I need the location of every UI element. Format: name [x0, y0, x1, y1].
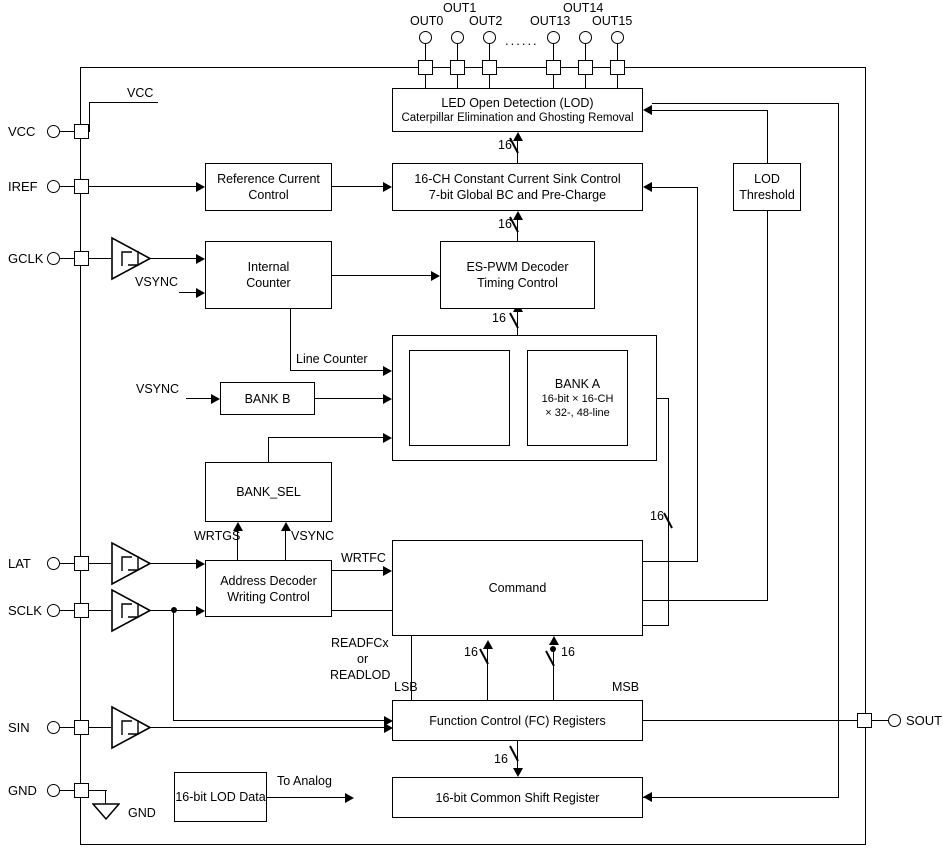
out2-to-lod-line [489, 75, 490, 88]
iref-pin-label: IREF [8, 179, 38, 194]
espwm-line-1: ES-PWM Decoder [466, 260, 569, 274]
lodthr-to-lod-line [652, 110, 768, 111]
block-bank-sel[interactable] [220, 382, 315, 415]
lat-pin-pad[interactable] [74, 556, 89, 571]
out0-pin-pad[interactable] [418, 60, 433, 75]
banksel-to-bank-line [315, 398, 383, 399]
banksel-to-bank-arrow [383, 394, 392, 404]
cmd-to-fc-arrow [383, 566, 392, 576]
lodthr-line-2: Threshold [739, 188, 795, 202]
sclk-pin-pad[interactable] [74, 603, 89, 618]
bus-label-espwm-ccsink: 16 [498, 217, 512, 231]
out13-to-lod-line [553, 75, 554, 88]
block-bank-b[interactable] [527, 350, 628, 446]
bankb-line-2: 16-bit × 16-CH [541, 392, 614, 405]
out1-pin-pad[interactable] [450, 60, 465, 75]
powersave-to-analog-arrow [345, 793, 354, 803]
lat-to-buffer-line [89, 563, 111, 564]
out2-label: OUT2 [469, 14, 503, 28]
out0-label: OUT0 [410, 14, 444, 28]
out15-label: OUT15 [592, 14, 633, 28]
out1-to-lod-line [457, 75, 458, 88]
sin-schmitt-buffer-icon [110, 705, 154, 750]
vcc-internal-h [89, 102, 158, 103]
addrdec-to-bank-v [268, 437, 269, 463]
bus-label-ccsink-lod: 16 [498, 138, 512, 152]
block-power-save-control[interactable] [174, 772, 267, 822]
fc-to-ccsink-h-top [652, 187, 698, 188]
gclk-buffer-to-counter-line [149, 258, 196, 259]
lat-pin-label: LAT [8, 556, 31, 571]
refctrl-to-ccsink-line [332, 186, 383, 187]
bank-right-feedback-bottom [643, 625, 669, 626]
sout-pin-label: SOUT [906, 713, 943, 728]
lat-buffer-to-cmd-line [149, 563, 196, 564]
cmddec-line-2: Writing Control [227, 589, 310, 604]
out1-label: OUT1 [443, 1, 477, 15]
sout-pin-circle[interactable] [888, 714, 901, 727]
powersave-to-analog-line [267, 797, 345, 798]
vcc-pin-pad[interactable] [74, 124, 89, 139]
bus-label-bank-espwm: 16 [492, 311, 506, 325]
iref-to-refctrl-arrow [196, 182, 205, 192]
iref-to-refctrl-line [89, 186, 196, 187]
vcc-pin-label: VCC [8, 124, 36, 139]
sin-buffer-to-shiftreg-line [149, 727, 386, 728]
fc-to-ccsink-arrow [643, 182, 652, 192]
msb-label: MSB [612, 680, 640, 694]
block-es-pwm-decoder[interactable] [440, 241, 595, 309]
out14-pin-circle[interactable] [579, 31, 592, 44]
vsync-banksel-arrow [211, 394, 220, 404]
lodthr-to-lod-arrow [643, 105, 652, 115]
loddata-to-lod-h-bottom [643, 797, 839, 798]
iref-pin-circle[interactable] [47, 180, 60, 193]
gclk-to-counter-arrow [196, 254, 205, 264]
loddata-to-lod-h-top [652, 103, 839, 104]
counter-linecounter-arrow [383, 366, 392, 376]
out13-pin-circle[interactable] [547, 31, 560, 44]
out0-to-lod-line [425, 75, 426, 88]
gnd-symbol-label: GND [128, 806, 156, 820]
counter-linecounter-v [290, 309, 291, 371]
block-bank-a[interactable] [409, 350, 510, 446]
out-ellipsis: ...... [505, 33, 539, 48]
fc-bus-junction-dot [550, 646, 556, 652]
cmd-to-fc-line [332, 570, 383, 571]
out15-pin-circle[interactable] [611, 31, 624, 44]
espwm-line-2: Timing Control [477, 276, 558, 290]
bus-label-fc-shiftreg: 16 [561, 645, 575, 659]
block-lod-threshold[interactable] [733, 163, 801, 211]
gnd-pin-label: GND [8, 783, 37, 798]
bank-right-feedback-v [668, 398, 669, 626]
out15-to-lod-line [617, 75, 618, 88]
vsync-addrdec-label: VSYNC [291, 529, 335, 543]
ccsink-to-lod-arrow [513, 132, 523, 141]
lat-to-cmd-arrow [196, 559, 205, 569]
out0-pin-circle[interactable] [419, 31, 432, 44]
shiftreg-line-1: Function Control (FC) Registers [429, 713, 606, 728]
loddata-to-lod-v [838, 103, 839, 798]
ccsink-line-1: 16-CH Constant Current Sink Control [414, 172, 621, 186]
block-lod-data[interactable] [392, 777, 643, 818]
ccsink-line-2: 7-bit Global BC and Pre-Charge [428, 188, 607, 202]
sin-pin-label: SIN [8, 720, 30, 735]
gnd-pin-pad[interactable] [74, 783, 89, 798]
gclk-pin-circle[interactable] [47, 252, 60, 265]
out15-pin-pad[interactable] [610, 60, 625, 75]
block-command-decoder[interactable] [205, 560, 332, 617]
refctrl-line-2: Control [248, 188, 289, 202]
sclk-junction-dot [171, 607, 177, 613]
cmddec-line-1: Address Decoder [220, 573, 317, 588]
fc-to-shiftreg-bus [553, 649, 554, 700]
gclk-pin-label: GCLK [8, 251, 44, 266]
banksel-line-1: BANK B [244, 391, 291, 406]
lod-line-1: LED Open Detection (LOD) [441, 95, 594, 110]
shiftreg-to-fc-arrow [483, 640, 493, 649]
refctrl-line-1: Reference Current [217, 172, 320, 186]
lod-line-2: Caterpillar Elimination and Ghosting Removal [401, 111, 634, 124]
sclk-branch-to-shiftreg [173, 720, 386, 721]
bus-label-fc-ccsink: 16 [650, 509, 664, 523]
readlod-label: READLOD [330, 668, 391, 682]
fc-to-shiftreg-arrow [549, 636, 559, 645]
gnd-symbol-icon [92, 803, 120, 821]
vsync-to-addrdec-line [285, 531, 286, 560]
sclk-pin-circle[interactable] [47, 604, 60, 617]
sclk-to-buffer-line [89, 610, 111, 611]
block-address-decoder[interactable] [205, 462, 332, 522]
bank-to-espwm-bus [517, 309, 518, 335]
readfcx-or-label: or [357, 652, 369, 666]
loddata-feed-arrow [643, 792, 652, 802]
intcnt-line-2: Counter [246, 276, 291, 290]
vsync-counter-label: VSYNC [135, 275, 179, 289]
sin-pin-circle[interactable] [47, 721, 60, 734]
out14-pin-pad[interactable] [578, 60, 593, 75]
sclk-branch-down [173, 610, 174, 721]
bus-label-shiftreg-loddata: 16 [494, 752, 508, 766]
wrtgs-label: WRTGS [194, 529, 241, 543]
fcreg-line-1: Command [488, 581, 547, 595]
out1-pin-circle[interactable] [451, 31, 464, 44]
gnd-drop-h [89, 790, 107, 791]
vcc-internal-v [89, 102, 90, 132]
fc-to-lodthr-v [767, 211, 768, 601]
vsync-counter-arrow [196, 288, 205, 298]
fc-to-ccsink-v [697, 187, 698, 562]
refctrl-to-ccsink-arrow [383, 182, 392, 192]
bus-label-shiftreg-fc: 16 [464, 645, 478, 659]
out14-label: OUT14 [563, 1, 604, 15]
iref-pin-pad[interactable] [74, 179, 89, 194]
lodthr-up-line [767, 110, 768, 163]
out13-label: OUT13 [530, 14, 571, 28]
block-common-shift-register[interactable] [392, 700, 643, 741]
shiftreg-to-loddata-bus [517, 741, 518, 768]
vsync-to-addrdec-arrow [281, 522, 291, 531]
vcc-pin-circle[interactable] [47, 125, 60, 138]
sclk-pin-label: SCLK [8, 603, 42, 618]
to-analog-label: To Analog [277, 774, 332, 788]
loddata-line-1: 16-bit Common Shift Register [435, 790, 600, 805]
shiftreg-to-sout-line [643, 720, 858, 721]
block-constant-current-sink-control[interactable] [392, 163, 643, 211]
shiftreg-to-fc-bus [487, 649, 488, 700]
out13-pin-pad[interactable] [546, 60, 561, 75]
gnd-pin-circle[interactable] [47, 784, 60, 797]
out14-to-lod-line [585, 75, 586, 88]
lsb-label: LSB [394, 680, 418, 694]
powersave-line-1: 16-bit LOD Data [175, 790, 266, 804]
bankb-line-1: BANK A [554, 376, 601, 391]
sin-to-buffer-line [89, 727, 111, 728]
lat-schmitt-buffer-icon [110, 541, 154, 586]
sclk-to-cmd-arrow [196, 606, 205, 616]
sin-pin-pad[interactable] [74, 720, 89, 735]
block-internal-counter[interactable] [205, 241, 332, 309]
counter-to-espwm-line [332, 275, 431, 276]
vcc-net-label: VCC [127, 86, 154, 100]
block-reference-current-control[interactable] [205, 163, 332, 211]
readfcx-label: READFCx [331, 636, 389, 650]
intcnt-line-1: Internal [247, 260, 290, 274]
fc-to-ccsink-h-bottom [643, 561, 698, 562]
gclk-pin-pad[interactable] [74, 251, 89, 266]
vsync-banksel-line [186, 398, 211, 399]
bank-right-feedback-top [657, 398, 669, 399]
vsync-counter-line [179, 292, 196, 293]
addrdec-to-bank-arrow [383, 433, 392, 443]
wrtfc-label: WRTFC [341, 551, 386, 565]
shiftreg-to-loddata-arrow [513, 768, 523, 777]
fc-to-lodthr-h [643, 600, 768, 601]
lodthr-line-1: LOD [754, 172, 780, 186]
out2-pin-circle[interactable] [483, 31, 496, 44]
block-led-open-detection[interactable] [392, 88, 643, 132]
sout-pin-pad[interactable] [857, 713, 872, 728]
addrdec-line-1: BANK_SEL [236, 485, 301, 499]
vsync-banksel-label: VSYNC [136, 382, 180, 396]
bankb-line-3: × 32-, 48-line [545, 407, 610, 419]
out2-pin-pad[interactable] [482, 60, 497, 75]
addrdec-to-bank-h [268, 437, 383, 438]
lat-pin-circle[interactable] [47, 557, 60, 570]
espwm-to-ccsink-arrow [513, 211, 523, 220]
gclk-to-buffer-line [89, 258, 111, 259]
counter-to-espwm-arrow [431, 271, 440, 281]
line-counter-label: Line Counter [296, 352, 368, 366]
counter-linecounter-h [290, 370, 383, 371]
block-function-control-registers[interactable] [392, 540, 643, 636]
sclk-schmitt-buffer-icon [110, 588, 154, 633]
